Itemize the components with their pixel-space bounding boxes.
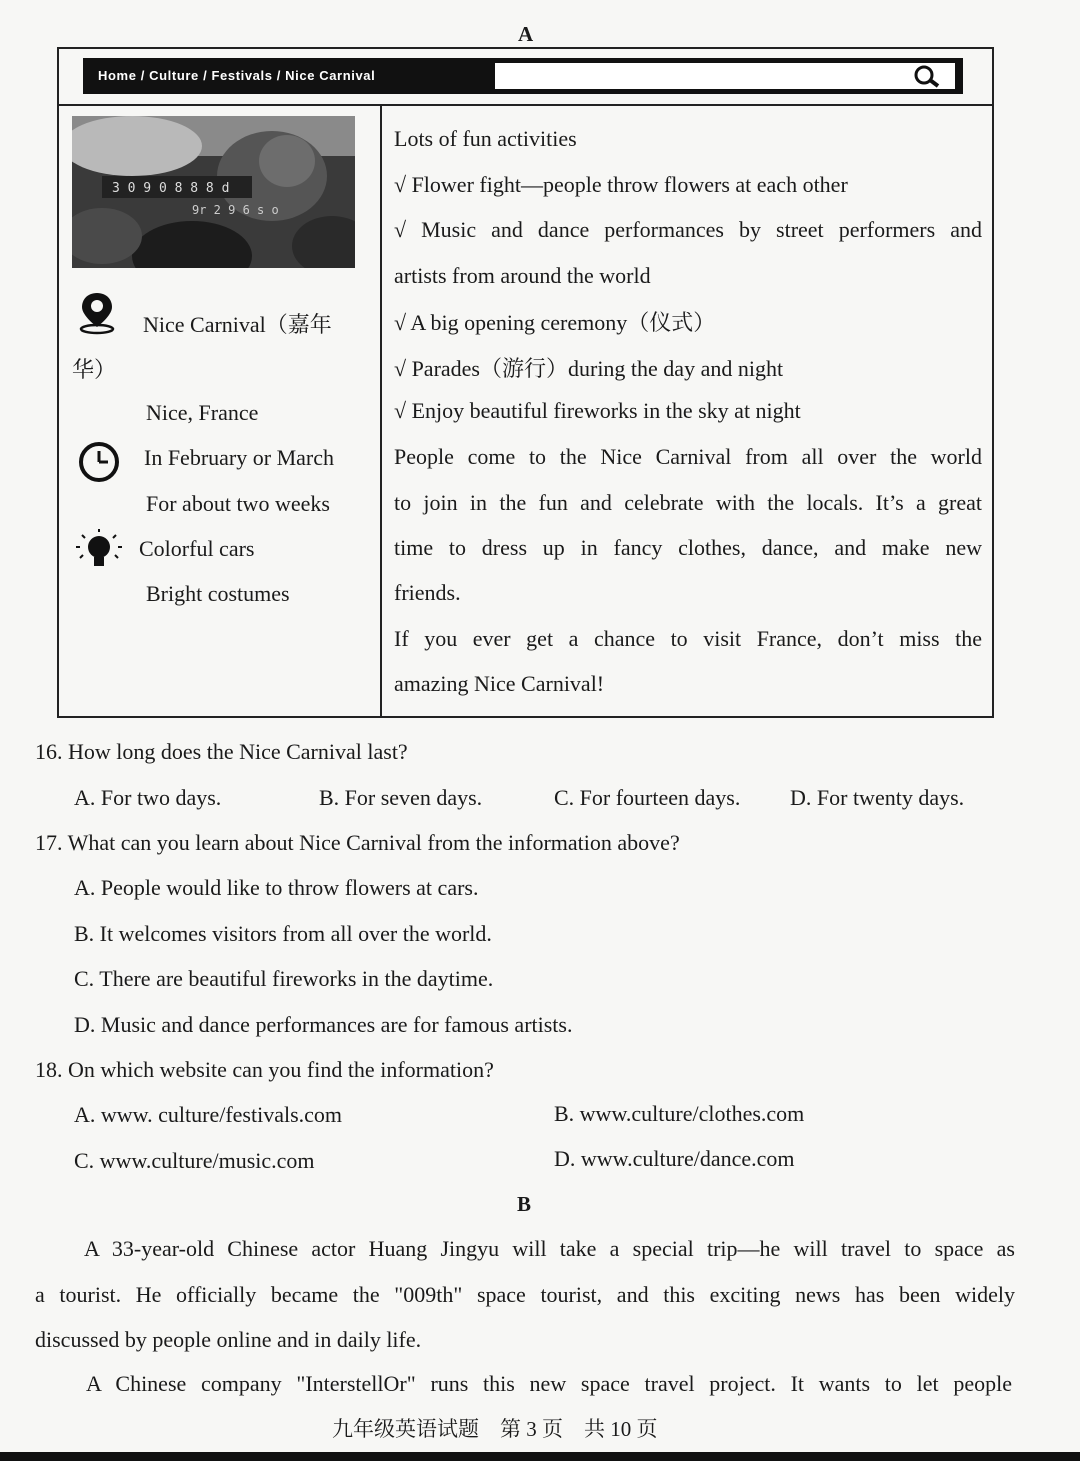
section-b-title: B — [517, 1192, 532, 1216]
q18-option-a[interactable]: A. www. culture/festivals.com — [74, 1102, 343, 1127]
carnival-name-line1: Nice Carnival（嘉年 — [143, 312, 332, 337]
svg-text:3 0 9 0 8 8 8 d: 3 0 9 0 8 8 8 d — [112, 181, 230, 196]
activity-item: √ A big opening ceremony（仪式） — [394, 310, 716, 335]
invitation-line: amazing Nice Carnival! — [394, 671, 605, 696]
q18-option-c[interactable]: C. www.culture/music.com — [74, 1148, 315, 1173]
question-17-stem: 17. What can you learn about Nice Carnival from the information above? — [35, 830, 680, 855]
frame-divider-vertical — [380, 104, 382, 718]
description-line: time to dress up in fancy clothes, dance, and make new — [394, 535, 982, 560]
search-icon[interactable] — [906, 62, 946, 90]
q17-option-c[interactable]: C. There are beautiful fireworks in the daytime. — [74, 966, 494, 991]
passage-b-line: A 33-year-old Chinese actor Huang Jingyu will take a special trip—he will travel to space as — [84, 1236, 1015, 1261]
description-line: friends. — [394, 580, 461, 605]
frame-divider-horizontal — [57, 104, 994, 106]
section-a-title: A — [518, 22, 534, 46]
activity-item: √ Enjoy beautiful fireworks in the sky at night — [394, 398, 801, 423]
carnival-photo — [72, 116, 355, 268]
q16-option-b[interactable]: B. For seven days. — [319, 785, 483, 810]
question-16-stem: 16. How long does the Nice Carnival last? — [35, 739, 408, 764]
q17-option-a[interactable]: A. People would like to throw flowers at cars. — [74, 875, 479, 900]
carnival-name-line2: 华） — [72, 357, 117, 382]
lightbulb-icon — [74, 527, 120, 573]
q18-option-d[interactable]: D. www.culture/dance.com — [554, 1146, 795, 1171]
passage-b-line: A Chinese company "InterstellOr" runs this new space travel project. It wants to let people — [86, 1371, 1012, 1396]
carnival-time: In February or March — [144, 445, 334, 470]
carnival-duration: For about two weeks — [146, 491, 330, 516]
passage-b-line: a tourist. He officially became the "009th" space tourist, and this exciting news has been widely — [35, 1282, 1015, 1307]
page-footer: 九年级英语试题 第 3 页 共 10 页 — [332, 1417, 658, 1441]
breadcrumb[interactable]: Home / Culture / Festivals / Nice Carnival — [98, 68, 376, 83]
feature-bright-costumes: Bright costumes — [146, 581, 290, 606]
search-input[interactable] — [494, 62, 956, 90]
clock-icon — [77, 440, 123, 486]
description-line: to join in the fun and celebrate with the locals. It’s a great — [394, 490, 982, 515]
feature-colorful-cars: Colorful cars — [139, 536, 255, 561]
bottom-edge-bar — [0, 1452, 1080, 1461]
q16-option-c[interactable]: C. For fourteen days. — [554, 785, 741, 810]
activity-item: √ Parades（游行）during the day and night — [394, 356, 784, 381]
passage-b-line: discussed by people online and in daily life. — [35, 1327, 422, 1352]
description-line: People come to the Nice Carnival from all over the world — [394, 444, 982, 469]
svg-text:9r 2 9 6 s o: 9r 2 9 6 s o — [192, 203, 279, 217]
activity-item: √ Music and dance performances by street performers and — [394, 217, 982, 242]
q16-option-d[interactable]: D. For twenty days. — [790, 785, 965, 810]
carnival-location: Nice, France — [146, 400, 259, 425]
activity-item-continued: artists from around the world — [394, 263, 651, 288]
question-18-stem: 18. On which website can you find the information? — [35, 1057, 494, 1082]
q17-option-d[interactable]: D. Music and dance performances are for famous artists. — [74, 1012, 573, 1037]
activities-heading: Lots of fun activities — [394, 126, 577, 151]
activity-item: √ Flower fight—people throw flowers at each other — [394, 172, 848, 197]
q18-option-b[interactable]: B. www.culture/clothes.com — [554, 1101, 805, 1126]
q17-option-b[interactable]: B. It welcomes visitors from all over the world. — [74, 921, 492, 946]
location-pin-icon — [76, 289, 122, 335]
invitation-line: If you ever get a chance to visit France, don’t miss the — [394, 626, 982, 651]
q16-option-a[interactable]: A. For two days. — [74, 785, 222, 810]
